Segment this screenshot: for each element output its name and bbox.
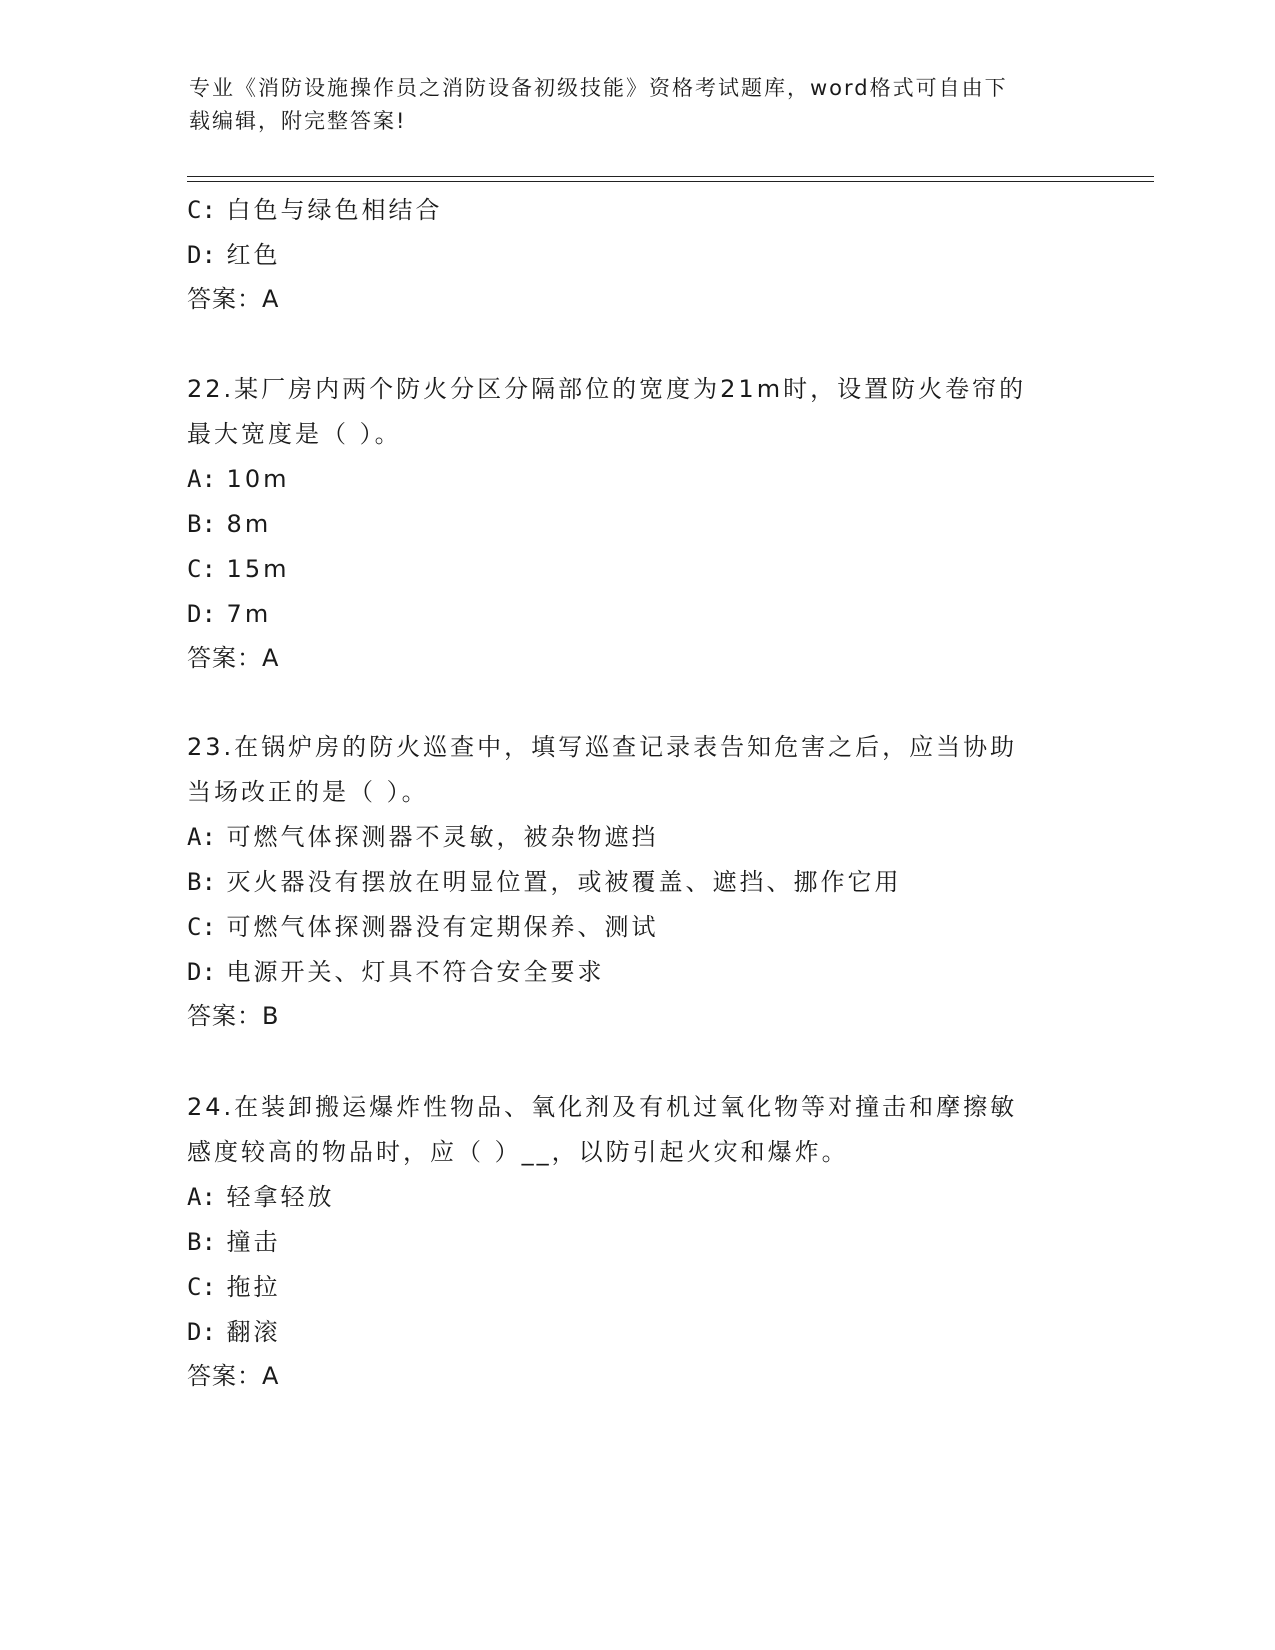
option-letter: C: xyxy=(187,196,216,224)
option-c xyxy=(187,554,289,584)
answer-line: 答案：A xyxy=(187,1362,280,1390)
option-text: 15m xyxy=(226,555,290,583)
option-a xyxy=(187,464,289,494)
question-stem-line-1: 23.在锅炉房的防火巡查中，填写巡查记录表告知危害之后，应当协助 xyxy=(187,733,1018,761)
option-letter: A: xyxy=(187,1183,216,1211)
option-letter: B: xyxy=(187,510,216,538)
question-stem-line-2: 感度较高的物品时，应（ ）__，以防引起火灾和爆炸。 xyxy=(187,1138,849,1166)
option-letter: D: xyxy=(187,958,216,986)
header-divider-bottom xyxy=(187,181,1154,182)
option-b xyxy=(187,1227,281,1257)
option-c xyxy=(187,912,659,942)
option-letter: C: xyxy=(187,555,216,583)
option-letter: C: xyxy=(187,1273,216,1301)
option-c xyxy=(187,1272,281,1302)
option-letter: D: xyxy=(187,600,216,628)
option-text: 10m xyxy=(226,465,290,493)
answer-line: 答案：A xyxy=(187,644,280,672)
question-stem-line-2: 当场改正的是（ ）。 xyxy=(187,778,429,806)
option-c xyxy=(187,195,443,225)
document-header xyxy=(189,72,1069,138)
option-letter: B: xyxy=(187,868,216,896)
option-text: 拖拉 xyxy=(226,1273,281,1301)
option-text: 撞击 xyxy=(226,1228,281,1256)
option-d xyxy=(187,957,605,987)
option-text: 轻拿轻放 xyxy=(226,1183,335,1211)
header-divider-top xyxy=(187,176,1154,177)
option-a xyxy=(187,822,659,852)
option-text: 红色 xyxy=(226,241,281,269)
option-letter: B: xyxy=(187,1228,216,1256)
answer-line: 答案：B xyxy=(187,1002,280,1030)
header-line-1: 专业《消防设施操作员之消防设备初级技能》资格考试题库，word格式可自由下 xyxy=(189,76,1008,100)
question-stem-line-1: 24.在装卸搬运爆炸性物品、氧化剂及有机过氧化物等对撞击和摩擦敏 xyxy=(187,1093,1018,1121)
option-b xyxy=(187,867,902,897)
option-d xyxy=(187,599,271,629)
option-text: 7m xyxy=(226,600,272,628)
option-letter: A: xyxy=(187,465,216,493)
option-text: 翻滚 xyxy=(226,1318,281,1346)
option-text: 可燃气体探测器没有定期保养、测试 xyxy=(226,913,659,941)
option-letter: D: xyxy=(187,241,216,269)
option-d xyxy=(187,240,281,270)
option-letter: A: xyxy=(187,823,216,851)
option-text: 电源开关、灯具不符合安全要求 xyxy=(226,958,605,986)
question-stem-line-2: 最大宽度是（ ）。 xyxy=(187,420,402,448)
answer-line: 答案：A xyxy=(187,285,280,313)
option-b xyxy=(187,509,271,539)
option-text: 可燃气体探测器不灵敏，被杂物遮挡 xyxy=(226,823,659,851)
option-a xyxy=(187,1182,335,1212)
header-line-2: 载编辑，附完整答案! xyxy=(189,109,407,133)
option-text: 白色与绿色相结合 xyxy=(226,196,443,224)
option-text: 8m xyxy=(226,510,272,538)
option-letter: C: xyxy=(187,913,216,941)
option-letter: D: xyxy=(187,1318,216,1346)
question-stem-line-1: 22.某厂房内两个防火分区分隔部位的宽度为21m时，设置防火卷帘的 xyxy=(187,375,1027,403)
option-d xyxy=(187,1317,281,1347)
option-text: 灭火器没有摆放在明显位置，或被覆盖、遮挡、挪作它用 xyxy=(226,868,902,896)
